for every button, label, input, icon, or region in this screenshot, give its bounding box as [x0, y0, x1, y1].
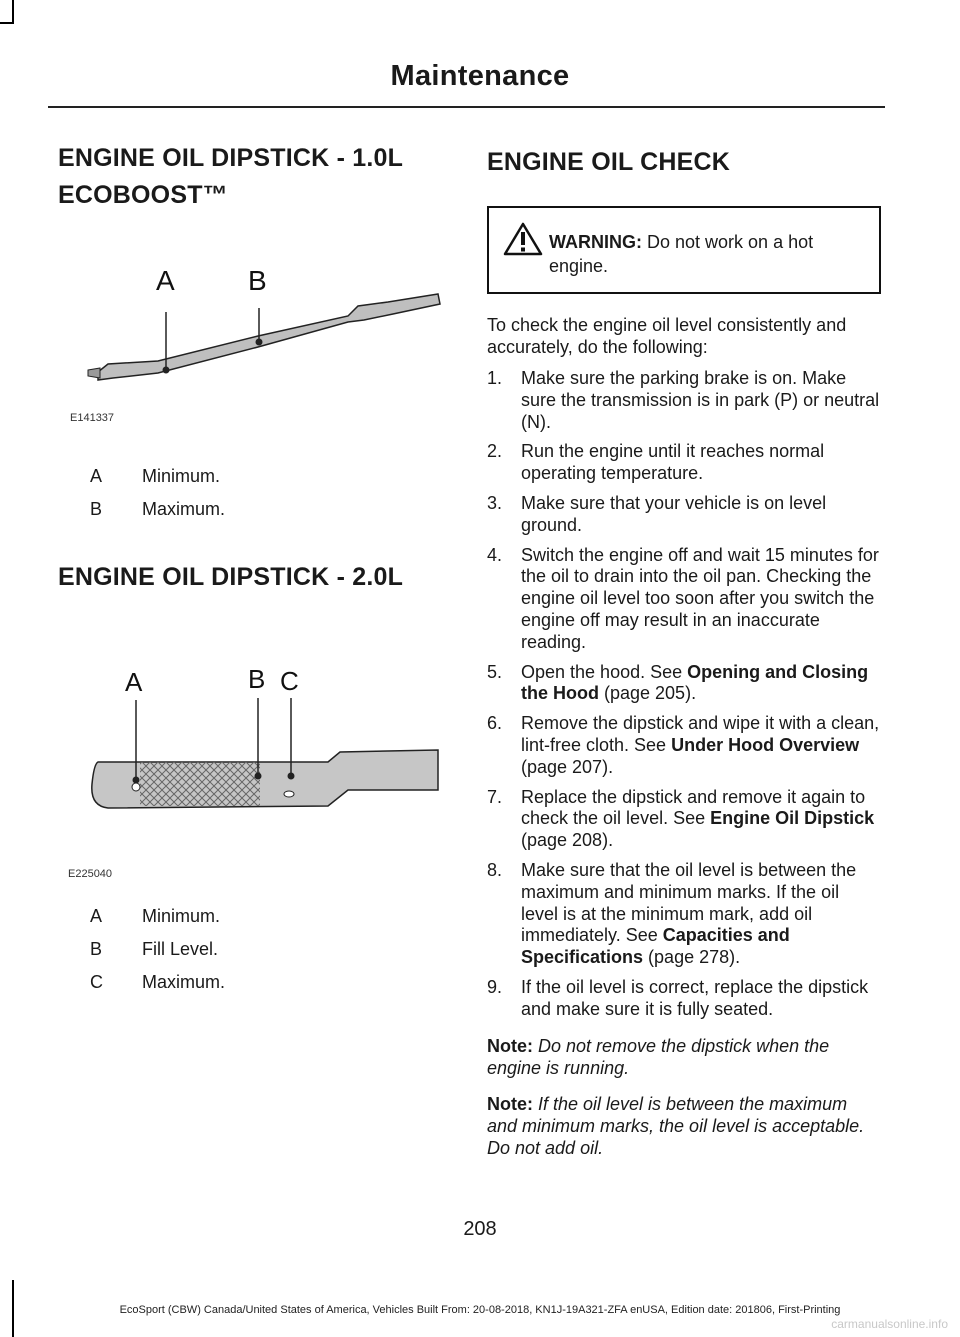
note-text: Do not remove the dipstick when the engine is running. [487, 1035, 830, 1078]
step-text: If the oil level is correct, replace the dipstick and make sure it is fully seated. [521, 976, 869, 1019]
step-number: 3. [487, 492, 503, 513]
label-b: B [248, 670, 266, 694]
step-text: Make sure that your vehicle is on level ground. [521, 492, 827, 535]
list-item [487, 662, 881, 706]
note-label: Note: [487, 1035, 533, 1056]
note-dipstick-running [487, 1035, 881, 1079]
warning-label: WARNING: [549, 232, 642, 252]
step-text-post: (page 205). [599, 683, 697, 704]
step-text [521, 787, 881, 852]
dipstick-1-0l-illustration [58, 222, 448, 442]
step-text: Make sure the parking brake is on. Make sure the transmission is in park (P) or neutral (N). [521, 368, 880, 432]
cross-reference-link[interactable]: Opening and Closing the Hood [521, 661, 869, 704]
label-a: A [156, 265, 175, 296]
legend-value: Minimum. [142, 906, 221, 926]
note-oil-level [487, 1093, 881, 1159]
section-title-line1: ENGINE OIL DIPSTICK - 1.0L [58, 144, 404, 172]
watermark: carmanualsonline.info [831, 1317, 948, 1331]
crop-mark-top-left-horizontal [0, 22, 14, 24]
step-text-pre: Open the hood. See [521, 661, 688, 682]
step-text [521, 860, 881, 969]
cross-reference-link[interactable]: Capacities and Specifications [521, 925, 790, 968]
figure-code: E141337 [70, 412, 115, 424]
list-item [487, 860, 881, 969]
legend-value: Maximum. [142, 972, 226, 992]
crop-mark-top-left-vertical [12, 0, 14, 22]
step-text-post: (page 278). [643, 947, 741, 968]
step-text-post: (page 207). [521, 756, 614, 777]
step-number: 4. [487, 544, 503, 565]
intro-paragraph: To check the engine oil level consistently and accurately, do the following: [487, 315, 847, 357]
step-text [521, 713, 881, 778]
warning-box [487, 206, 881, 294]
section-title-dipstick-1-0l [58, 140, 448, 214]
right-column [487, 140, 881, 1159]
step-number: 2. [487, 441, 503, 462]
section-title-line2: ECOBOOST™ [58, 181, 228, 209]
legend-value: Fill Level. [142, 939, 219, 959]
label-c: C [280, 670, 299, 696]
step-text: Switch the engine off and wait 15 minutes for the oil to drain into the oil pan. Checking the engine oil level too soon after you switch the engine off may result in an inaccurate reading. [521, 544, 879, 652]
warning-body: Do not work on a hot engine. [549, 232, 814, 276]
page-header-title: Maintenance [390, 60, 570, 92]
step-number: 7. [487, 786, 503, 807]
step-number: 6. [487, 713, 503, 734]
header-divider [48, 106, 885, 108]
list-item [487, 368, 881, 433]
legend-row [58, 460, 448, 493]
dipstick-2-0l-illustration [58, 670, 448, 980]
list-item [487, 545, 881, 654]
step-text-pre: Remove the dipstick and wipe it with a clean, lint-free cloth. See [521, 713, 880, 755]
step-text [521, 662, 881, 706]
step-number: 1. [487, 368, 503, 388]
legend-value: Minimum. [142, 466, 221, 486]
legend-value: Maximum. [142, 499, 226, 519]
step-number: 9. [487, 976, 503, 997]
step-number: 8. [487, 859, 503, 880]
list-item [487, 787, 881, 852]
step-text-post: (page 208). [521, 830, 614, 851]
dipstick-2-0l-figure [58, 670, 448, 980]
dipstick-1-0l-figure [58, 222, 448, 442]
section-title-dipstick-2-0l: ENGINE OIL DIPSTICK - 2.0L [58, 563, 404, 591]
legend-1-0l [58, 460, 448, 526]
list-item [487, 441, 881, 485]
step-text-pre: Replace the dipstick and remove it again to check the oil level. See [521, 786, 866, 829]
cross-reference-link[interactable]: Under Hood Overview [671, 734, 860, 755]
warning-text [497, 230, 867, 278]
step-text: Run the engine until it reaches normal operating temperature. [521, 441, 825, 484]
legend-key: B [90, 499, 103, 519]
list-item [487, 977, 881, 1021]
label-b: B [248, 265, 267, 296]
steps-list [487, 368, 881, 1021]
step-text-pre: Make sure that the oil level is between the maximum and minimum marks. If the oil level is at the minimum mark, add oil immediately. See [521, 859, 857, 946]
legend-key: A [90, 466, 103, 486]
left-column [58, 140, 448, 999]
legend-key: A [90, 906, 103, 926]
cross-reference-link[interactable]: Engine Oil Dipstick [710, 808, 875, 829]
page-number: 208 [463, 1218, 497, 1240]
legend-key: C [90, 972, 103, 992]
legend-row [58, 493, 448, 526]
warning-triangle-icon [503, 222, 543, 256]
legend-key: B [90, 939, 103, 959]
note-label: Note: [487, 1093, 533, 1114]
label-a: A [125, 670, 143, 697]
section-title-engine-oil-check: ENGINE OIL CHECK [487, 148, 731, 176]
step-number: 5. [487, 661, 503, 682]
list-item [487, 493, 881, 537]
list-item [487, 713, 881, 778]
note-text: If the oil level is between the maximum and minimum marks, the oil level is acceptable. Do not add oil. [487, 1093, 865, 1158]
footer-edition-info: EcoSport (CBW) Canada/United States of America, Vehicles Built From: 20-08-2018, KN1J-19A321-ZFA enUSA, Edition date: 201806, First-Printing [119, 1304, 841, 1316]
figure-code: E225040 [68, 868, 113, 880]
